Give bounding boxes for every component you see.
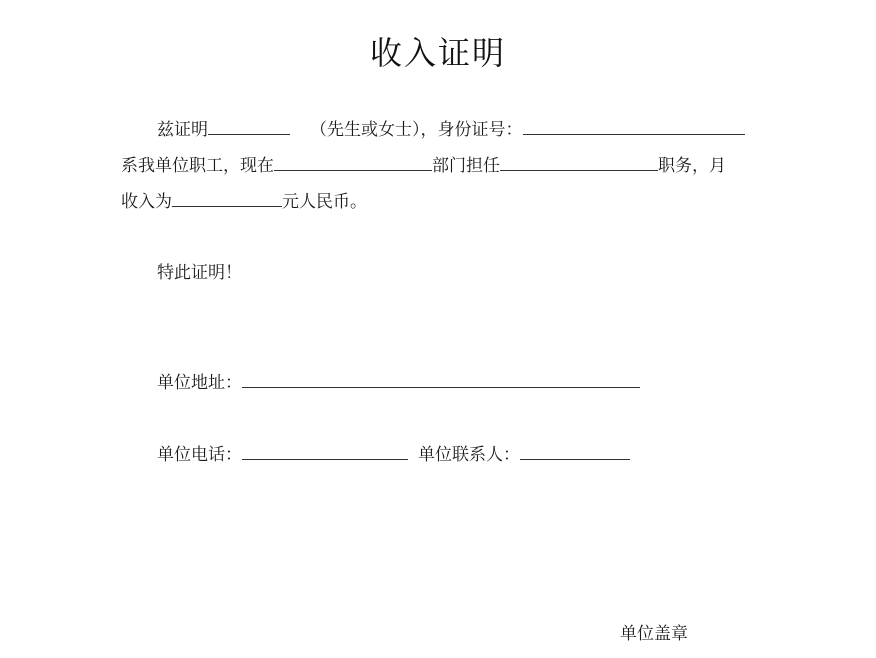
name-blank[interactable] [208, 118, 290, 135]
closing-text: 特此证明！ [157, 263, 242, 283]
line-2 [121, 154, 726, 177]
seal-label: 单位盖章 [620, 624, 688, 644]
line-1 [157, 118, 745, 141]
contact-label: 单位联系人： [418, 445, 520, 465]
address-line [157, 371, 640, 394]
line2-prefix: 系我单位职工，现在 [121, 156, 274, 176]
phone-label: 单位电话： [157, 445, 242, 465]
department-blank[interactable] [274, 154, 432, 171]
phone-blank[interactable] [242, 443, 408, 460]
document-title: 收入证明 [369, 34, 506, 72]
line2-mid: 部门担任 [432, 156, 500, 176]
address-label: 单位地址： [157, 373, 242, 393]
address-blank[interactable] [242, 371, 640, 388]
line3-suffix: 元人民币。 [282, 192, 367, 212]
position-blank[interactable] [500, 154, 658, 171]
line2-suffix: 职务，月 [658, 156, 726, 176]
line-3 [121, 190, 367, 213]
id-number-blank[interactable] [523, 118, 745, 135]
contact-blank[interactable] [520, 443, 630, 460]
phone-contact-line [157, 443, 630, 466]
income-blank[interactable] [172, 190, 282, 207]
line1-mid: （先生或女士），身份证号： [310, 120, 523, 140]
line1-prefix: 兹证明 [157, 120, 208, 140]
line3-prefix: 收入为 [121, 192, 172, 212]
